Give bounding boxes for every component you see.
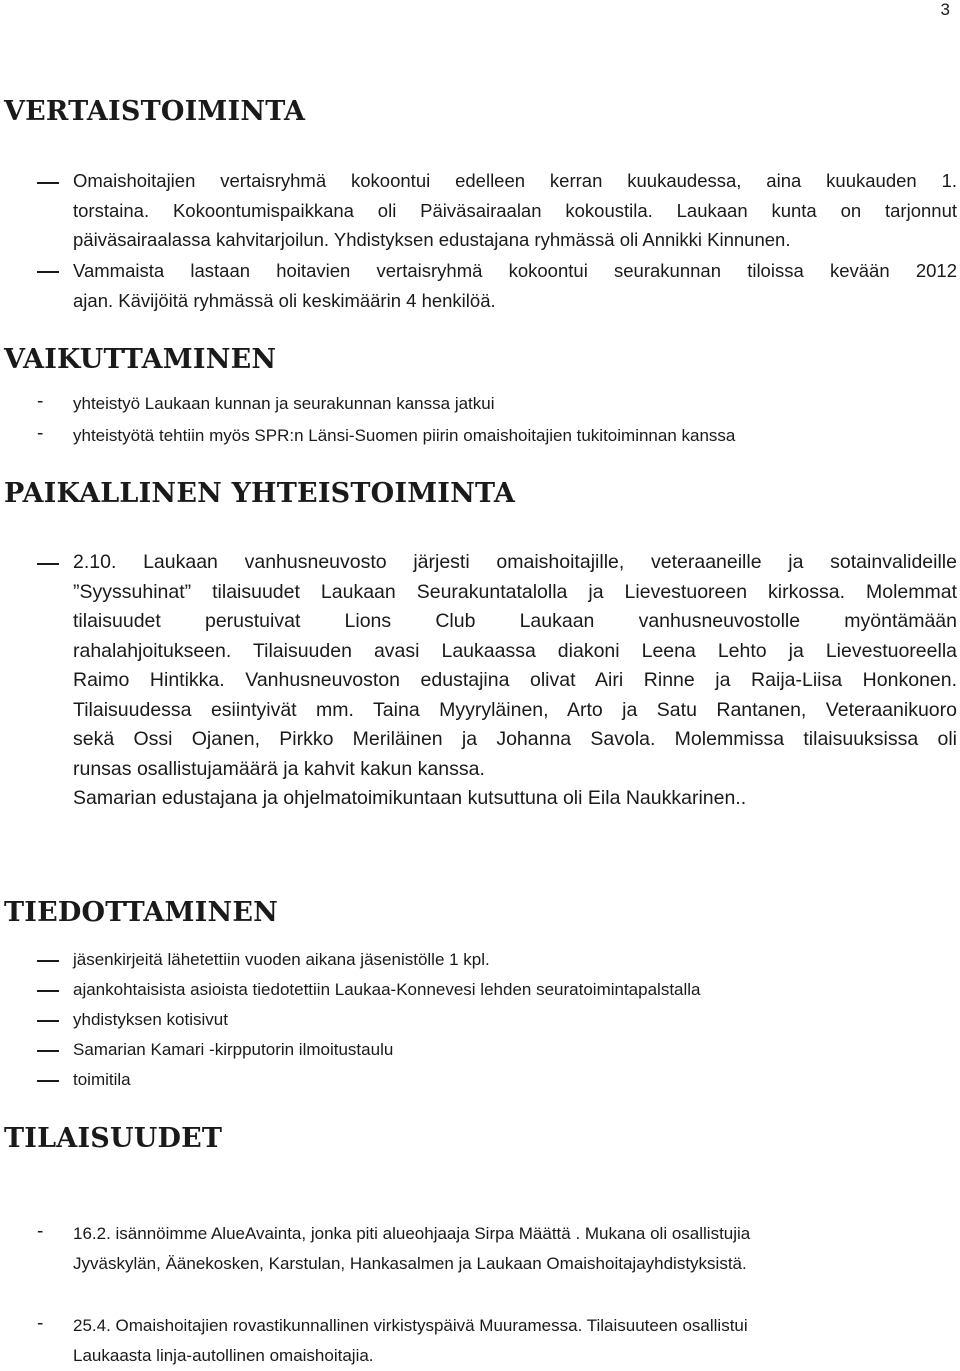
hyphen-bullet: - xyxy=(37,391,44,412)
page-number: 3 xyxy=(940,0,950,19)
hyphen-bullet: - xyxy=(37,423,44,444)
heading-tilaisuudet: TILAISUUDET xyxy=(4,1123,223,1154)
dash-bullet xyxy=(37,182,59,184)
hyphen-bullet: - xyxy=(37,1313,44,1334)
list-item: 25.4. Omaishoitajien rovastikunnallinen virkistyspäivä Muuramessa. Tilaisuuteen osallistui Laukaasta linja-autollinen omaishoitajia. xyxy=(73,1316,748,1365)
hyphen-bullet: - xyxy=(37,1221,44,1242)
heading-paikallinen-yhteistoiminta: PAIKALLINEN YHTEISTOIMINTA xyxy=(4,478,515,509)
list-item: yhdistyksen kotisivut xyxy=(73,1010,228,1029)
dash-bullet xyxy=(37,271,59,273)
list-item: toimitila xyxy=(73,1070,131,1089)
list-item: Samarian Kamari -kirpputorin ilmoitustaulu xyxy=(73,1040,394,1059)
list-item: Vammaista lastaan hoitavien vertaisryhmä kokoontui seurakunnan tiloissa kevään 2012 ajan. Kävijöitä ryhmässä oli keskimäärin 4 henkilöä. xyxy=(73,260,957,311)
heading-vaikuttaminen: VAIKUTTAMINEN xyxy=(4,344,277,375)
list-item: yhteistyö Laukaan kunnan ja seurakunnan kanssa jatkui xyxy=(73,394,495,413)
dash-bullet xyxy=(37,960,59,962)
list-item: 16.2. isännöimme AlueAvainta, jonka piti alueohjaaja Sirpa Määttä . Mukana oli osallistujia Jyväskylän, Äänekosken, Karstulan, Hankasalmen ja Laukaan Omaishoitajayhdistyksistä. xyxy=(73,1224,751,1273)
list-item: yhteistyötä tehtiin myös SPR:n Länsi-Suomen piirin omaishoitajien tukitoiminnan kanssa xyxy=(73,426,736,445)
dash-bullet xyxy=(37,1080,59,1082)
list-item: Omaishoitajien vertaisryhmä kokoontui edelleen kerran kuukaudessa, aina kuukauden 1. torstaina. Kokoontumispaikkana oli Päiväsairaalan kokoustila. Laukaan kunta on tarjonnut päiväsairaalassa kahvitarjoilun. Yhdistyksen edustajana ryhmässä oli Annikki Kinnunen. xyxy=(73,170,957,250)
heading-vertaistoiminta: VERTAISTOIMINTA xyxy=(4,96,306,127)
list-item: jäsenkirjeitä lähetettiin vuoden aikana jäsenistölle 1 kpl. xyxy=(73,950,490,969)
dash-bullet xyxy=(37,1020,59,1022)
list-item: ajankohtaisista asioista tiedotettiin Laukaa-Konnevesi lehden seuratoimintapalstalla xyxy=(73,980,701,999)
heading-tiedottaminen: TIEDOTTAMINEN xyxy=(4,897,278,928)
dash-bullet xyxy=(37,563,59,565)
dash-bullet xyxy=(37,1050,59,1052)
paragraph: 2.10. Laukaan vanhusneuvosto järjesti omaishoitajille, veteraaneille ja sotainvalideille ”Syyssuhinat” tilaisuudet Laukaan Seurakuntatalolla ja Lievestuoreen kirkossa. Molemmat tilaisuudet perustuivat Lions Club Laukaan vanhusneuvostolle myöntämään rahalahjoitukseen. Tilaisuuden avasi Laukaassa diakoni Leena Lehto ja Lievestuoreella Raimo Hintikka. Vanhusneuvoston edustajina olivat Airi Rinne ja Raija-Liisa Honkonen. Tilaisuudessa esiintyivät mm. Taina Myyryläinen, Arto ja Satu Rantanen, Veteraanikuoro sekä Ossi Ojanen, Pirkko Meriläinen ja Johanna Savola. Molemmissa tilaisuuksissa oli runsas osallistujamäärä ja kahvit kakun kanssa. Samarian edustajana ja ohjelmatoimikuntaan kutsuttuna oli Eila Naukkarinen.. xyxy=(73,551,957,809)
dash-bullet xyxy=(37,990,59,992)
